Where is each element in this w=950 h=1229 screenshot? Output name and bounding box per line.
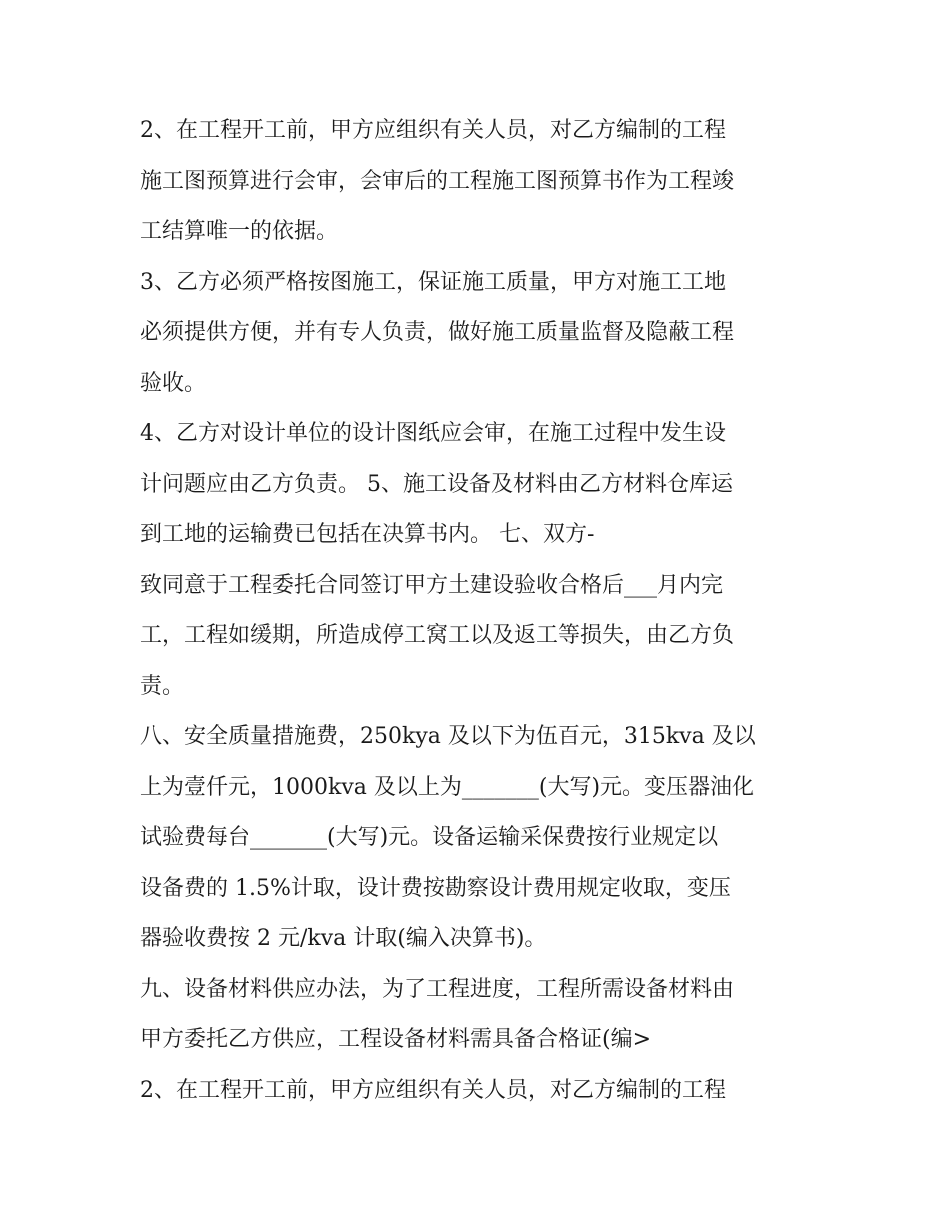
text-line: 到工地的运输费已包括在决算书内。 七、双方- [140, 522, 595, 547]
text-line: 试验费每台_______(大写)元。设备运输采保费按行业规定以 [140, 825, 719, 850]
text-line: 工结算唯一的依据。 [140, 219, 339, 244]
document-body [140, 106, 820, 1116]
text-line: 4、乙方对设计单位的设计图纸应会审，在施工过程中发生设 [140, 421, 726, 446]
text-line: 2、在工程开工前，甲方应组织有关人员，对乙方编制的工程 [140, 1077, 726, 1103]
text-line: 致同意于工程委托合同签订甲方土建设验收合格后___月内完 [140, 572, 724, 598]
text-line: 器验收费按 2 元/kva 计取(编入决算书)。 [140, 926, 547, 951]
text-line: 责。 [140, 673, 185, 699]
text-line: 2、在工程开工前，甲方应组织有关人员，对乙方编制的工程 [140, 118, 726, 143]
text-line: 计问题应由乙方负责。 5、施工设备及材料由乙方材料仓库运 [140, 471, 733, 497]
text-line: 上为壹仟元，1000kva 及以上为_______(大写)元。变压器油化 [140, 774, 755, 800]
text-line: 九、设备材料供应办法，为了工程进度，工程所需设备材料由 [140, 976, 735, 1002]
text-line: 工，工程如缓期，所造成停工窝工以及返工等损失，由乙方负 [140, 623, 735, 648]
text-line: 八、安全质量措施费，250kya 及以下为伍百元，315kva 及以 [140, 724, 756, 749]
text-line: 施工图预算进行会审，会审后的工程施工图预算书作为工程竣 [140, 168, 735, 194]
text-line: 设备费的 1.5%计取，设计费按勘察设计费用规定收取，变压 [140, 875, 731, 901]
text-line: 验收。 [140, 370, 207, 396]
text-line: 必须提供方便，并有专人负责，做好施工质量监督及隐蔽工程 [140, 320, 735, 345]
text-line: 甲方委托乙方供应，工程设备材料需具备合格证(编> [140, 1027, 652, 1052]
text-line: 3、乙方必须严格按图施工，保证施工质量，甲方对施工工地 [140, 269, 726, 295]
